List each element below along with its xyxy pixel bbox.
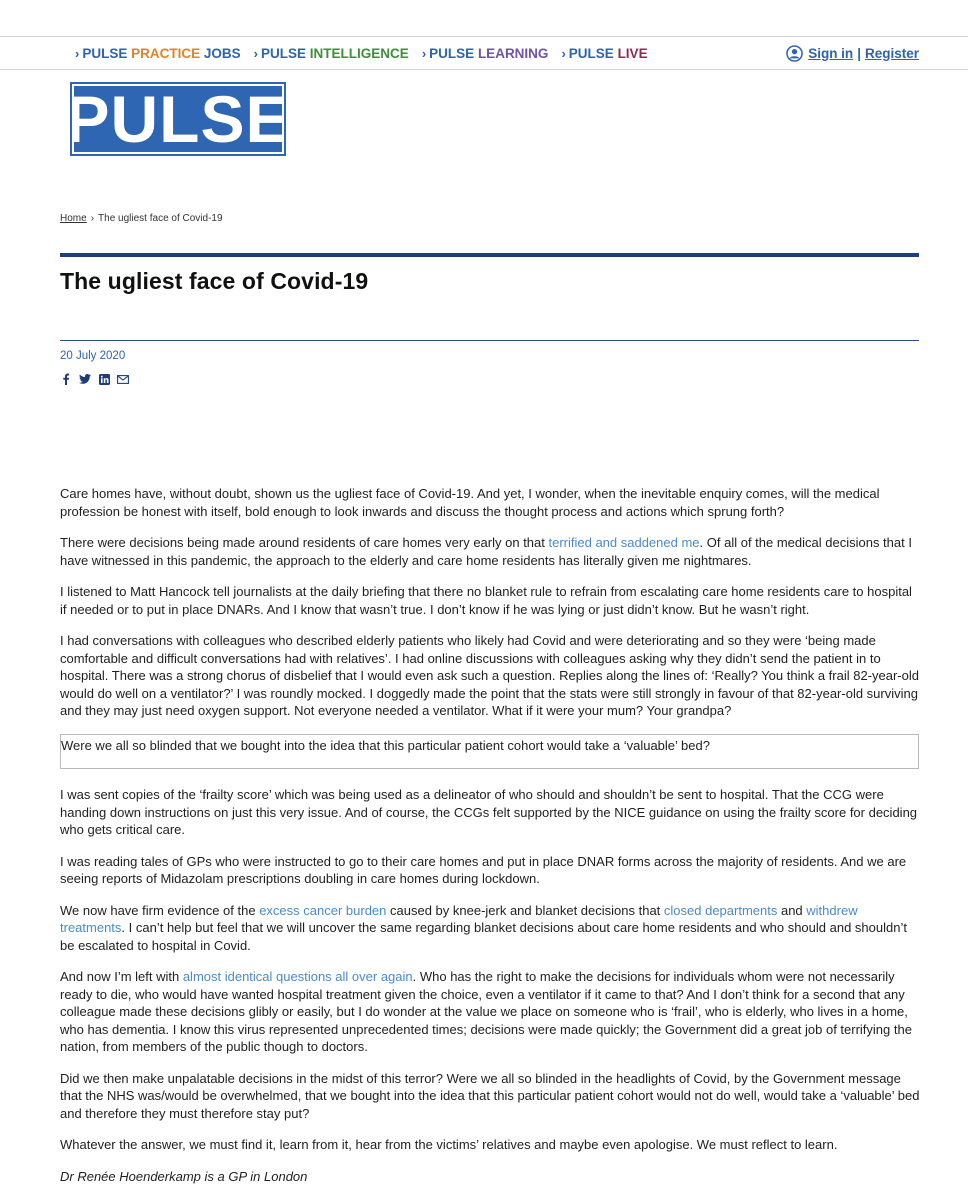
paragraph: I was sent copies of the ‘frailty score’ which was being used as a delineator of who should and shouldn’t be sent to hospital. That the CCG were handing down instructions on just this very issue. And of course, the CCGs felt supported by the NICE guidance on using the frailty score for deciding who gets critical care. bbox=[60, 787, 918, 837]
account-links bbox=[786, 37, 919, 69]
inline-link[interactable]: terrified and saddened me bbox=[548, 535, 700, 550]
paragraph: I had conversations with colleagues who described elderly patients who likely had Covid and were deteriorating and so they were ‘being made comfortable and difficult conversations had with relatives’. I had online discussions with colleagues asking why they didn’t send the patient in to hospital. There was a strong chorus of disbelief that I would even ask such a question. Replies along the lines of: ‘Really? You think a frail 82-year-old would do well on a ventilator?’ I was roundly mocked. I doggedly made the point that the stats were still strongly in favour of that 82-year-old surviving and they may just need oxygen support. Not everyone needed a ventilator. What if it were your mum? Your grandpa? bbox=[60, 633, 919, 718]
nav-brand-word: PULSE bbox=[261, 45, 307, 61]
nav-brand-word: PULSE bbox=[82, 45, 128, 61]
auth-separator: | bbox=[857, 45, 861, 61]
paragraph: Whatever the answer, we must find it, learn from it, hear from the victims’ relatives and maybe even apologise. We must reflect to learn. bbox=[60, 1137, 838, 1152]
user-icon bbox=[786, 45, 803, 62]
paragraph-text: . Of all of the medical decisions that I have witnessed in this pandemic, the approach to the elderly and care home residents has literally given me nightmares. bbox=[60, 535, 912, 568]
paragraph: Care homes have, without doubt, shown us the ugliest face of Covid-19. And yet, I wonder, when the inevitable enquiry comes, will the medical profession be honest with itself, bold enough to look inwards and discuss the thought process and actions which sprung forth? bbox=[60, 486, 880, 519]
publish-date: 20 July 2020 bbox=[60, 350, 126, 362]
paragraph bbox=[60, 902, 920, 955]
nav-brand-word: PULSE bbox=[429, 45, 475, 61]
chevron-right-icon: › bbox=[561, 45, 566, 61]
pulse-logo[interactable] bbox=[65, 82, 291, 156]
nav-product-word: LEARNING bbox=[477, 45, 549, 61]
inline-link[interactable]: excess cancer burden bbox=[259, 902, 387, 918]
paragraph: I was reading tales of GPs who were instructed to go to their care homes and put in place DNAR forms across the majority of residents. And we are seeing reports of Midazolam prescriptions doubling in care homes during lockdown. bbox=[60, 853, 907, 886]
linkedin-icon[interactable] bbox=[98, 373, 110, 385]
paragraph: I listened to Matt Hancock tell journalists at the daily briefing that there no blanket rule to refrain from escalating care home residents care to hospital if needed or to put in place DNARs. And I know that wasn’t true. I don’t know if he was lying or just didn’t know. But he wasn’t right. bbox=[60, 584, 912, 617]
top-navigation-bar bbox=[0, 36, 968, 70]
nav-link-intelligence[interactable] bbox=[254, 46, 409, 61]
chevron-right-icon: › bbox=[421, 45, 427, 61]
paragraph-text: and bbox=[777, 902, 807, 918]
title-divider bbox=[60, 253, 919, 257]
meta-divider bbox=[60, 340, 919, 341]
product-links bbox=[75, 37, 661, 69]
breadcrumb-current: The ugliest face of Covid-19 bbox=[98, 213, 223, 224]
sign-in-link[interactable]: Sign in bbox=[808, 45, 854, 61]
chevron-right-icon: › bbox=[253, 45, 259, 61]
nav-link-learning[interactable] bbox=[422, 46, 549, 61]
paragraph: Did we then make unpalatable decisions in the midst of this terror? Were we all so blinded in the headlights of Covid, by the Government message that the NHS was/would be overwhelmed, that we bought into the idea that this particular patient cohort would not do well, would take a ‘valuable’ bed and therefore they must therefore stay put? bbox=[60, 1070, 920, 1121]
register-link[interactable]: Register bbox=[864, 45, 919, 61]
paragraph-text: . I can’t help but feel that we will uncover the same regarding blanket decisions about care home residents and who should and shouldn’t be escalated to hospital in Covid. bbox=[60, 920, 907, 953]
nav-brand-word: PULSE bbox=[568, 45, 614, 61]
nav-product-word: INTELLIGENCE bbox=[309, 45, 409, 61]
nav-product-word: LIVE bbox=[617, 45, 648, 61]
twitter-icon[interactable] bbox=[79, 373, 91, 385]
paragraph-text: And now I’m left with bbox=[60, 969, 183, 984]
breadcrumb-home-link[interactable]: Home bbox=[60, 213, 87, 224]
facebook-icon[interactable] bbox=[60, 373, 72, 385]
inline-link[interactable]: almost identical questions all over again bbox=[182, 969, 413, 984]
page-title: The ugliest face of Covid-19 bbox=[60, 268, 369, 294]
nav-product-word: PRACTICE bbox=[131, 45, 201, 61]
paragraph-text: We now have firm evidence of the bbox=[60, 902, 260, 918]
breadcrumb bbox=[60, 213, 223, 224]
share-buttons bbox=[60, 373, 136, 385]
paragraph-text: There were decisions being made around residents of care homes very early on that bbox=[60, 535, 549, 550]
email-icon[interactable] bbox=[117, 373, 129, 385]
pull-quote: Were we all so blinded that we bought into the idea that this particular patient cohort would take a ‘valuable’ bed? bbox=[60, 734, 919, 770]
chevron-right-icon: › bbox=[90, 213, 95, 224]
nav-link-live[interactable] bbox=[561, 46, 647, 61]
logo-text: PULSE bbox=[65, 82, 291, 156]
paragraph-text: caused by knee-jerk and blanket decisions that bbox=[386, 902, 664, 918]
nav-link-practice-jobs[interactable] bbox=[75, 46, 241, 61]
paragraph bbox=[60, 534, 920, 569]
paragraph bbox=[60, 968, 920, 1056]
inline-link[interactable]: withdrew treatments bbox=[60, 902, 858, 935]
author-bio: Dr Renée Hoenderkamp is a GP in London bbox=[60, 1168, 308, 1184]
article-body bbox=[60, 485, 920, 1199]
chevron-right-icon: › bbox=[75, 45, 80, 61]
inline-link[interactable]: closed departments bbox=[663, 902, 778, 918]
nav-product-word: JOBS bbox=[203, 45, 241, 61]
paragraph-text: . Who has the right to make the decisions for individuals whom were not necessarily ready to die, who would have wanted hospital treatment given the choice, even a ventilator if it came to that? And I don’t think for a second that any colleague made these decisions glibly or easily, but I do wonder at the value we place on someone who is ‘frail’, who is elderly, who lives in a home, who has dementia. I know this virus represented unprecedented times; decisions were made quickly; the Government did a great job of terrifying the nation, from members of the public though to doctors. bbox=[60, 969, 912, 1054]
